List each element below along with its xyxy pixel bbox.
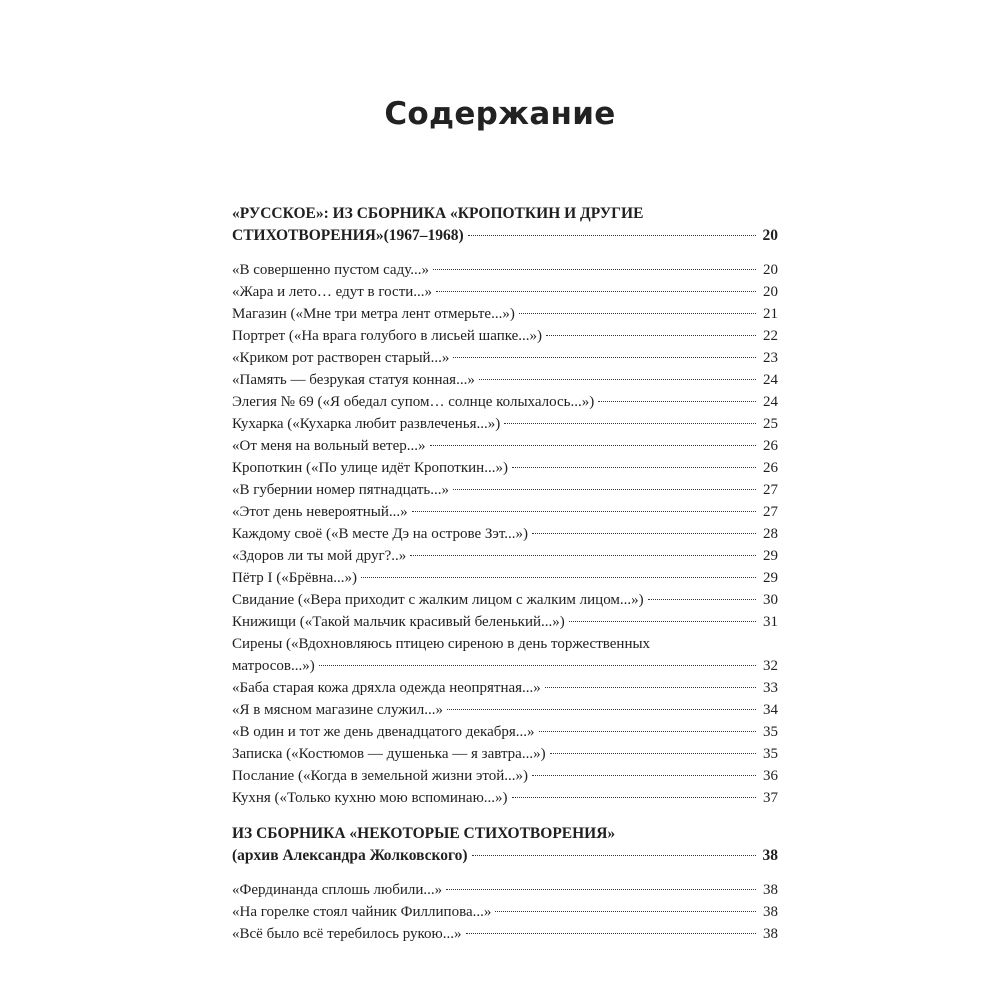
toc-entry[interactable] bbox=[232, 923, 778, 945]
toc-entry[interactable] bbox=[232, 743, 778, 765]
section-heading-line2: СТИХОТВОРЕНИЯ»(1967–1968) bbox=[232, 227, 464, 244]
toc-entry[interactable] bbox=[232, 721, 778, 743]
entry-page-number: 29 bbox=[763, 570, 778, 586]
toc-entry[interactable] bbox=[232, 567, 778, 589]
entry-page-number: 23 bbox=[763, 350, 778, 366]
entry-page-number: 24 bbox=[763, 372, 778, 388]
entry-title: «Здоров ли ты мой друг?..» bbox=[232, 548, 407, 564]
entry-title: «Криком рот растворен старый...» bbox=[232, 350, 450, 366]
toc-entry[interactable] bbox=[232, 391, 778, 413]
toc-entry[interactable] bbox=[232, 589, 778, 611]
entry-title: «От меня на вольный ветер...» bbox=[232, 438, 426, 454]
entry-title: «Я в мясном магазине служил...» bbox=[232, 702, 443, 718]
table-of-contents bbox=[232, 203, 778, 945]
entry-title: Пётр I («Брёвна...») bbox=[232, 570, 358, 586]
dot-leader bbox=[446, 889, 756, 890]
toc-entry[interactable] bbox=[232, 325, 778, 347]
dot-leader bbox=[319, 665, 756, 666]
toc-entry[interactable] bbox=[232, 413, 778, 435]
entry-title: Послание («Когда в земельной жизни этой...») bbox=[232, 768, 529, 784]
toc-entry[interactable] bbox=[232, 523, 778, 545]
toc-entry[interactable] bbox=[232, 435, 778, 457]
dot-leader bbox=[479, 379, 756, 380]
toc-entry[interactable] bbox=[232, 303, 778, 325]
entry-title: матросов...») bbox=[232, 658, 315, 674]
section-heading[interactable] bbox=[232, 823, 778, 867]
dot-leader bbox=[512, 467, 756, 468]
entry-title-line1: Сирены («Вдохновляюсь птицею сиреною в день торжественных bbox=[232, 636, 651, 652]
entry-title: «На горелке стоял чайник Филлипова...» bbox=[232, 904, 492, 920]
dot-leader bbox=[512, 797, 756, 798]
dot-leader bbox=[648, 599, 756, 600]
section-entries bbox=[232, 259, 778, 809]
toc-entry[interactable] bbox=[232, 259, 778, 281]
entry-page-number: 38 bbox=[763, 882, 778, 898]
section-page-number: 20 bbox=[762, 227, 778, 244]
section-heading[interactable] bbox=[232, 203, 778, 247]
entry-page-number: 38 bbox=[763, 926, 778, 942]
entry-page-number: 25 bbox=[763, 416, 778, 432]
dot-leader bbox=[598, 401, 756, 402]
toc-entry[interactable] bbox=[232, 901, 778, 923]
entry-page-number: 27 bbox=[763, 482, 778, 498]
entry-page-number: 26 bbox=[763, 460, 778, 476]
entry-page-number: 26 bbox=[763, 438, 778, 454]
toc-entry[interactable] bbox=[232, 677, 778, 699]
entry-title: Кухня («Только кухню мою вспоминаю...») bbox=[232, 790, 508, 806]
dot-leader bbox=[433, 269, 756, 270]
entry-title: Свидание («Вера приходит с жалким лицом с жалким лицом...») bbox=[232, 592, 644, 608]
dot-leader bbox=[412, 511, 756, 512]
entry-title: «В совершенно пустом саду...» bbox=[232, 262, 429, 278]
toc-entry[interactable] bbox=[232, 457, 778, 479]
dot-leader bbox=[539, 731, 756, 732]
entry-page-number: 29 bbox=[763, 548, 778, 564]
dot-leader bbox=[546, 335, 756, 336]
entry-page-number: 35 bbox=[763, 746, 778, 762]
section-page-number: 38 bbox=[762, 847, 778, 864]
entry-page-number: 30 bbox=[763, 592, 778, 608]
entry-title: «Жара и лето… едут в гости...» bbox=[232, 284, 433, 300]
dot-leader bbox=[436, 291, 756, 292]
dot-leader bbox=[430, 445, 756, 446]
entry-page-number: 22 bbox=[763, 328, 778, 344]
entry-page-number: 32 bbox=[763, 658, 778, 674]
toc-entry[interactable] bbox=[232, 699, 778, 721]
dot-leader bbox=[410, 555, 756, 556]
toc-entry[interactable] bbox=[232, 633, 778, 677]
entry-title: Портрет («На врага голубого в лисьей шапке...») bbox=[232, 328, 543, 344]
toc-entry[interactable] bbox=[232, 611, 778, 633]
toc-entry[interactable] bbox=[232, 369, 778, 391]
toc-entry[interactable] bbox=[232, 479, 778, 501]
section-entries bbox=[232, 879, 778, 945]
toc-entry[interactable] bbox=[232, 501, 778, 523]
entry-title: «Баба старая кожа дряхла одежда неопрятная...» bbox=[232, 680, 541, 696]
dot-leader bbox=[472, 855, 756, 856]
entry-page-number: 27 bbox=[763, 504, 778, 520]
entry-title: Кропоткин («По улице идёт Кропоткин...») bbox=[232, 460, 508, 476]
dot-leader bbox=[569, 621, 756, 622]
entry-page-number: 24 bbox=[763, 394, 778, 410]
toc-entry[interactable] bbox=[232, 787, 778, 809]
dot-leader bbox=[532, 533, 756, 534]
entry-page-number: 37 bbox=[763, 790, 778, 806]
dot-leader bbox=[453, 357, 756, 358]
entry-title: «Фердинанда сплошь любили...» bbox=[232, 882, 443, 898]
entry-page-number: 20 bbox=[763, 284, 778, 300]
toc-entry[interactable] bbox=[232, 765, 778, 787]
entry-page-number: 33 bbox=[763, 680, 778, 696]
section-heading-line2: (архив Александра Жолковского) bbox=[232, 847, 468, 864]
dot-leader bbox=[495, 911, 756, 912]
dot-leader bbox=[550, 753, 756, 754]
dot-leader bbox=[532, 775, 756, 776]
toc-entry[interactable] bbox=[232, 879, 778, 901]
entry-page-number: 38 bbox=[763, 904, 778, 920]
entry-page-number: 21 bbox=[763, 306, 778, 322]
entry-page-number: 35 bbox=[763, 724, 778, 740]
dot-leader bbox=[361, 577, 756, 578]
dot-leader bbox=[453, 489, 756, 490]
entry-page-number: 34 bbox=[763, 702, 778, 718]
entry-page-number: 20 bbox=[763, 262, 778, 278]
entry-title: Кухарка («Кухарка любит развлеченья...») bbox=[232, 416, 501, 432]
entry-page-number: 28 bbox=[763, 526, 778, 542]
section-heading-line1: ИЗ СБОРНИКА «НЕКОТОРЫЕ СТИХОТВОРЕНИЯ» bbox=[232, 825, 616, 842]
entry-title: Элегия № 69 («Я обедал супом… солнце колыхалось...») bbox=[232, 394, 595, 410]
dot-leader bbox=[504, 423, 756, 424]
entry-title: Магазин («Мне три метра лент отмерьте...») bbox=[232, 306, 515, 322]
entry-page-number: 31 bbox=[763, 614, 778, 630]
toc-entry[interactable] bbox=[232, 347, 778, 369]
dot-leader bbox=[447, 709, 756, 710]
dot-leader bbox=[468, 235, 756, 236]
page-title: Содержание bbox=[384, 96, 616, 132]
entry-title: Записка («Костюмов — душенька — я завтра...») bbox=[232, 746, 546, 762]
entry-page-number: 36 bbox=[763, 768, 778, 784]
entry-title: «Всё было всё теребилось рукою...» bbox=[232, 926, 462, 942]
entry-title: «В губернии номер пятнадцать...» bbox=[232, 482, 450, 498]
entry-title: «Этот день невероятный...» bbox=[232, 504, 408, 520]
dot-leader bbox=[519, 313, 756, 314]
entry-title: Книжищи («Такой мальчик красивый беленький...») bbox=[232, 614, 565, 630]
dot-leader bbox=[466, 933, 757, 934]
entry-title: Каждому своё («В месте Дэ на острове Зэт...») bbox=[232, 526, 529, 542]
toc-entry[interactable] bbox=[232, 545, 778, 567]
section-heading-line1: «РУССКОЕ»: ИЗ СБОРНИКА «КРОПОТКИН И ДРУГИЕ bbox=[232, 205, 644, 222]
toc-entry[interactable] bbox=[232, 281, 778, 303]
dot-leader bbox=[545, 687, 756, 688]
entry-title: «Память — безрукая статуя конная...» bbox=[232, 372, 475, 388]
entry-title: «В один и тот же день двенадцатого декабря...» bbox=[232, 724, 535, 740]
